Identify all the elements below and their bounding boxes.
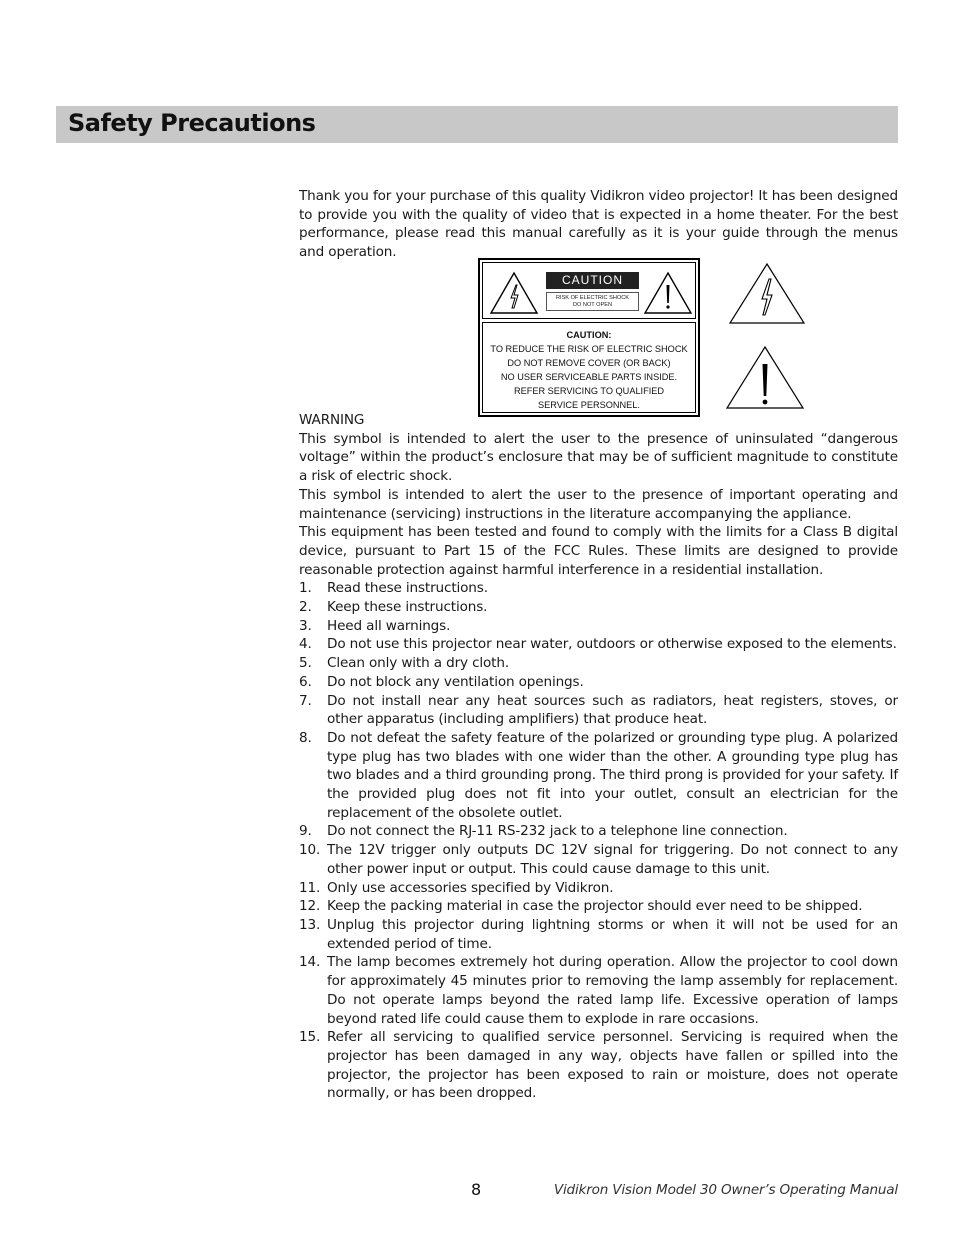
- list-item: 7. Do not install near any heat sources such as radiators, heat registers, stoves, or other apparatus (including amplifiers) that produce heat.: [299, 692, 898, 728]
- list-item: 15. Refer all servicing to qualified service personnel. Servicing is required when the projector has been damaged in any way, objects have fallen or spilled into the projector, the projector has been exposed to rain or moisture, does not operate normally, or has been dropped.: [299, 1029, 898, 1102]
- list-item: 11. Only use accessories specified by Vidikron.: [299, 879, 614, 896]
- lightning-warning-icon: [489, 271, 539, 315]
- caution-label-top: [482, 262, 696, 319]
- page-title: Safety Precautions: [68, 109, 316, 137]
- section-header-bar: [56, 106, 898, 143]
- caution-line: DO NOT REMOVE COVER (OR BACK): [507, 358, 671, 368]
- warning-section: [299, 411, 898, 1103]
- list-item: 4. Do not use this projector near water, outdoors or otherwise exposed to the elements.: [299, 636, 897, 653]
- voltage-symbol-text: This symbol is intended to alert the user to the presence of uninsulated “dangerous voltage” within the product’s enclosure that may be of sufficient magnitude to constitute a risk of electric shock.: [299, 430, 898, 485]
- important-instructions-icon: [726, 346, 804, 410]
- caution-subtitle: [546, 292, 639, 311]
- caution-sub-line1: RISK OF ELECTRIC SHOCK: [555, 295, 630, 301]
- manual-title: Vidikron Vision Model 30 Owner’s Operating Manual: [553, 1182, 898, 1198]
- list-item: 3. Heed all warnings.: [299, 617, 451, 634]
- caution-line: REFER SERVICING TO QUALIFIED: [513, 386, 665, 396]
- caution-line: SERVICE PERSONNEL.: [538, 400, 640, 410]
- caution-label-text: [482, 322, 696, 413]
- list-item: 9. Do not connect the RJ-11 RS-232 jack to a telephone line connection.: [299, 823, 788, 840]
- list-item: 5. Clean only with a dry cloth.: [299, 655, 510, 672]
- list-item: 10. The 12V trigger only outputs DC 12V signal for triggering. Do not connect to any other power input or output. This could cause damage to this unit.: [299, 842, 898, 877]
- intro-text: Thank you for your purchase of this quality Vidikron video projector! It has been designed to provide you with the quality of video that is expected in a home theater. For the best performance, please read this manual carefully as it is your guide through the menus and operation.: [299, 188, 898, 261]
- caution-line: TO REDUCE THE RISK OF ELECTRIC SHOCK: [490, 344, 688, 354]
- warning-heading: WARNING: [299, 412, 365, 428]
- list-item: 14. The lamp becomes extremely hot during operation. Allow the projector to cool down for approximately 45 minutes prior to removing the lamp assembly for replacement. Do not operate lamps beyond the rated lamp life. Excessive operation of lamps beyond rated life could cause them to explode in rare occasions.: [299, 954, 898, 1027]
- caution-line: NO USER SERVICEABLE PARTS INSIDE.: [500, 372, 678, 382]
- caution-title: CAUTION: [546, 272, 639, 289]
- page-number: 8: [471, 1180, 482, 1199]
- precautions-list: [299, 579, 898, 1103]
- list-item: 6. Do not block any ventilation openings.: [299, 673, 584, 690]
- fcc-compliance-text: This equipment has been tested and found to comply with the limits for a Class B digital device, pursuant to Part 15 of the FCC Rules. These limits are designed to provide reasonable protection against harmful interference in a residential installation.: [299, 524, 898, 578]
- list-item: 1. Read these instructions.: [299, 580, 488, 597]
- important-symbol-text: This symbol is intended to alert the user to the presence of important operating and maintenance (servicing) instructions in the literature accompanying the appliance.: [299, 486, 898, 522]
- intro-paragraph: [299, 187, 898, 262]
- dangerous-voltage-icon: [729, 263, 805, 325]
- list-item: 8. Do not defeat the safety feature of the polarized or grounding type plug. A polarized type plug has two blades with one wider than the other. A grounding type plug has two blades and a third grounding prong. The third prong is provided for your safety. If the provided plug does not fit into your outlet, consult an electrician for the replacement of the obsolete outlet.: [299, 729, 898, 821]
- caution-label-box: [478, 258, 700, 417]
- exclamation-warning-icon: [643, 271, 693, 315]
- caution-sub-line2: DO NOT OPEN: [572, 302, 613, 308]
- caution-heading: CAUTION:: [566, 330, 612, 340]
- list-item: 13. Unplug this projector during lightning storms or when it will not be used for an extended period of time.: [299, 916, 898, 952]
- list-item: 12. Keep the packing material in case the projector should ever need to be shipped.: [299, 898, 863, 915]
- list-item: 2. Keep these instructions.: [299, 599, 488, 616]
